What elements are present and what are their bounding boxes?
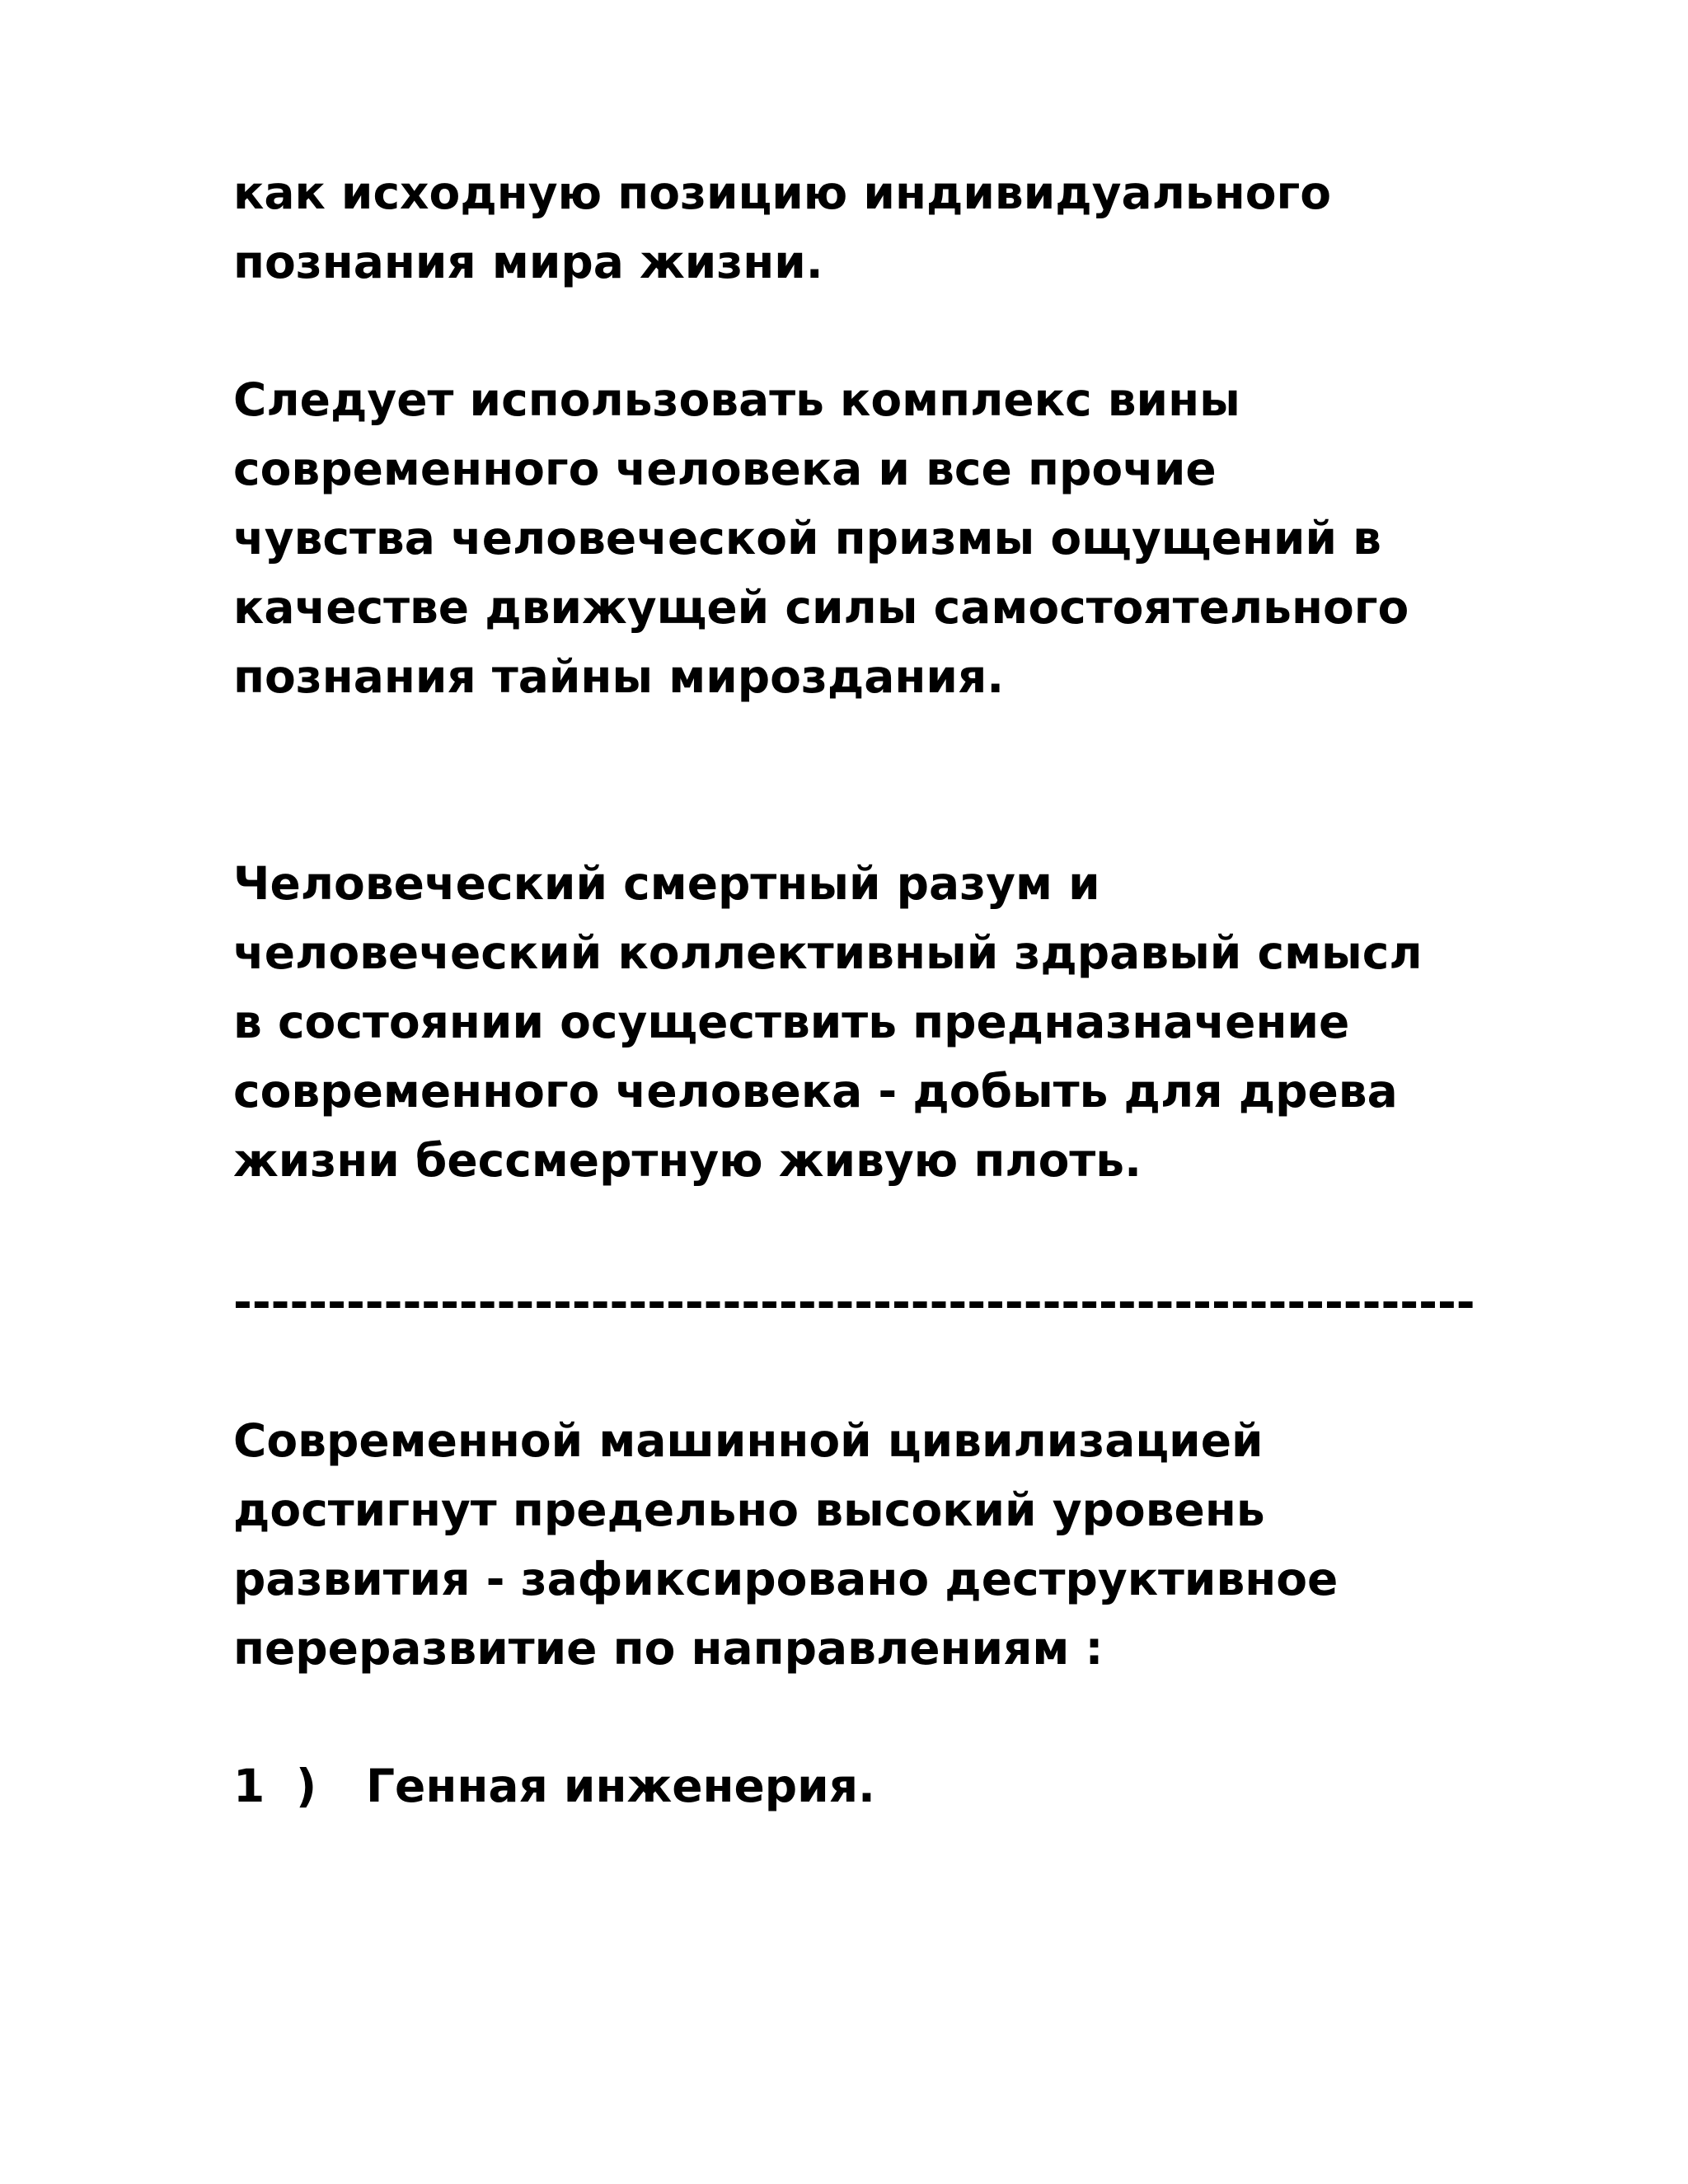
text-line: жизни бессмертную живую плоть. [233, 1134, 1142, 1187]
text-line: качестве движущей силы самостоятельного [233, 581, 1409, 634]
text-line: как исходную позицию индивидуального [233, 166, 1332, 219]
text-line: Человеческий смертный разум и [233, 857, 1100, 910]
text-line: развития - зафиксировано деструктивное [233, 1553, 1339, 1605]
paragraph-1 [233, 158, 1651, 297]
list-item-line [233, 1751, 1651, 1821]
text-line: Следует использовать комплекс вины [233, 373, 1240, 426]
list-paren: ) [296, 1760, 317, 1812]
text-line: познания мира жизни. [233, 236, 823, 288]
list-number: 1 [233, 1760, 265, 1812]
text-line: человеческий коллективный здравый смысл [233, 926, 1423, 979]
dash-separator: ------------------------------------------------------------------ [233, 1276, 1475, 1329]
text-line: Современной машинной цивилизацией [233, 1414, 1264, 1467]
paragraph-2 [233, 365, 1651, 711]
text-line: современного человека и все прочие [233, 443, 1217, 495]
paragraph-3 [233, 849, 1651, 1195]
text-line: современного человека - добыть для древа [233, 1065, 1398, 1118]
text-line: достигнут предельно высокий уровень [233, 1483, 1265, 1536]
list-item [233, 1751, 1651, 1821]
text-line: чувства человеческой призмы ощущений в [233, 512, 1381, 565]
text-line: переразвитие по направлениям : [233, 1622, 1104, 1675]
text-line: в состоянии осуществить предназначение [233, 996, 1350, 1048]
paragraph-4 [233, 1406, 1651, 1683]
list-item-text: Генная инженерия. [366, 1760, 875, 1812]
separator-line [233, 1268, 1651, 1337]
text-line: познания тайны мироздания. [233, 650, 1005, 703]
